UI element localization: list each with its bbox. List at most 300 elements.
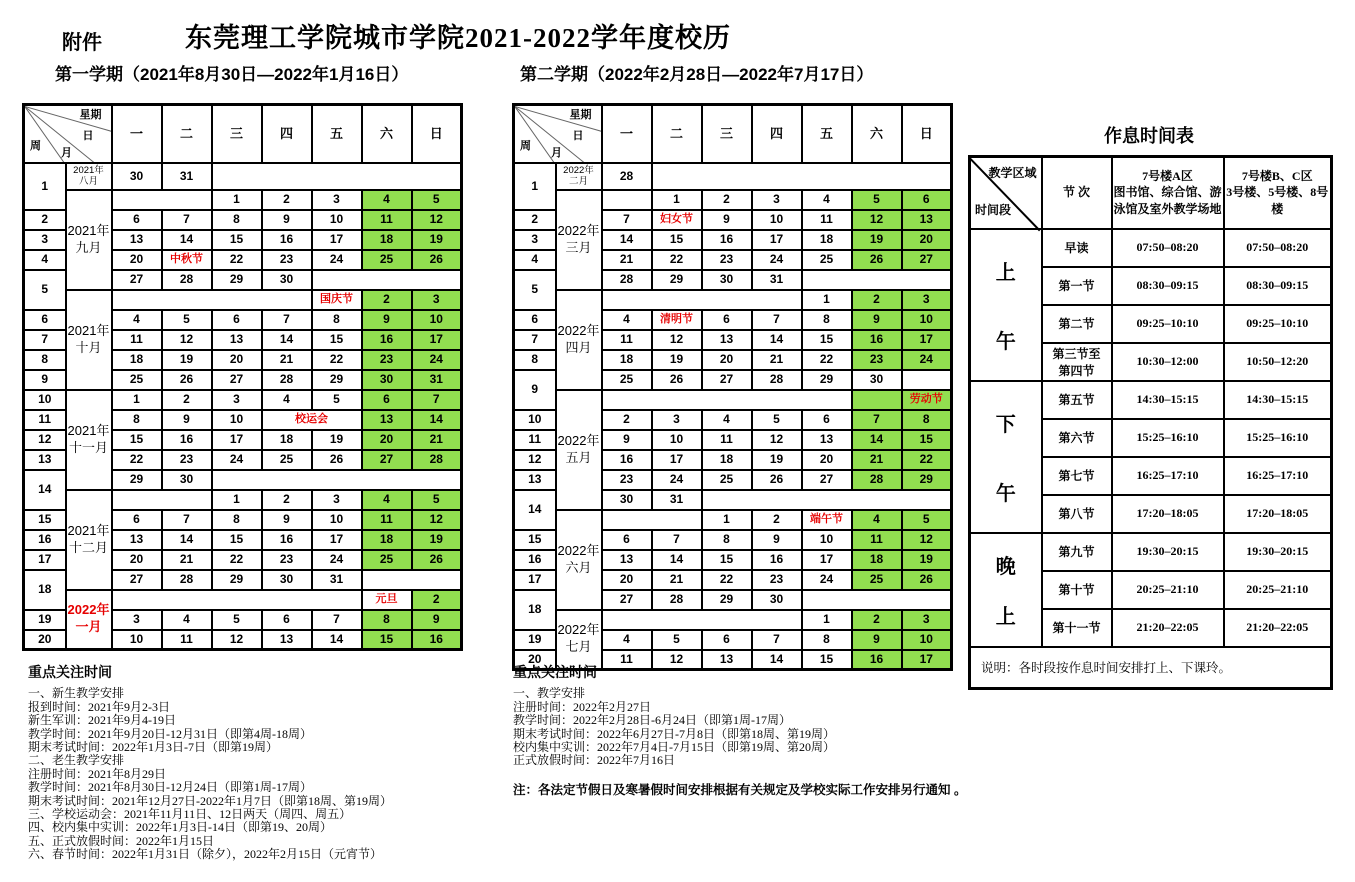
day-cell: 6 bbox=[702, 630, 752, 650]
week-number: 10 bbox=[514, 410, 556, 430]
holiday-cell: 中秋节 bbox=[162, 250, 212, 270]
day-cell: 11 bbox=[602, 650, 652, 670]
day-cell: 7 bbox=[162, 510, 212, 530]
day-cell: 23 bbox=[262, 550, 312, 570]
day-cell: 12 bbox=[212, 630, 262, 650]
day-cell: 6 bbox=[262, 610, 312, 630]
empty-cell bbox=[112, 290, 312, 310]
day-cell: 14 bbox=[162, 230, 212, 250]
day-cell: 25 bbox=[702, 470, 752, 490]
day-cell: 23 bbox=[362, 350, 412, 370]
weekday-header: 四 bbox=[262, 105, 312, 163]
note-line: 五、正式放假时间：2022年1月15日 bbox=[28, 833, 215, 848]
attachment-label: 附件 bbox=[62, 32, 102, 54]
day-cell: 16 bbox=[702, 230, 752, 250]
month-label bbox=[66, 290, 112, 390]
empty-cell bbox=[702, 490, 952, 510]
day-cell: 28 bbox=[602, 163, 652, 190]
time-of-day-group bbox=[970, 229, 1042, 381]
month-label bbox=[66, 590, 112, 650]
timetable-corner-diagonal bbox=[971, 158, 1041, 228]
day-cell: 5 bbox=[412, 190, 462, 210]
week-number: 14 bbox=[514, 490, 556, 530]
day-cell: 8 bbox=[802, 310, 852, 330]
time-of-day-group bbox=[970, 533, 1042, 647]
week-number: 3 bbox=[24, 230, 66, 250]
corner-label-time-period: 时间段 bbox=[975, 202, 1012, 217]
day-cell: 19 bbox=[902, 550, 952, 570]
day-cell: 27 bbox=[602, 590, 652, 610]
empty-cell bbox=[212, 163, 462, 190]
month-label-line: 2022年 bbox=[557, 222, 600, 238]
zone-a-time: 20:25–21:10 bbox=[1112, 571, 1224, 609]
week-number: 9 bbox=[514, 370, 556, 410]
week-number: 1 bbox=[24, 163, 66, 210]
day-cell: 14 bbox=[412, 410, 462, 430]
empty-cell bbox=[112, 490, 212, 510]
week-number: 9 bbox=[24, 370, 66, 390]
period-label bbox=[1042, 495, 1112, 533]
day-cell: 20 bbox=[112, 550, 162, 570]
day-cell: 10 bbox=[902, 310, 952, 330]
day-cell: 24 bbox=[752, 250, 802, 270]
day-cell: 8 bbox=[312, 310, 362, 330]
weekday-header: 一 bbox=[602, 105, 652, 163]
month-label-line: 四月 bbox=[565, 339, 592, 355]
day-cell: 4 bbox=[362, 490, 412, 510]
corner-label-day: 日 bbox=[82, 130, 94, 142]
day-cell: 14 bbox=[852, 430, 902, 450]
empty-cell bbox=[362, 570, 462, 590]
day-cell: 21 bbox=[652, 570, 702, 590]
day-cell: 6 bbox=[112, 510, 162, 530]
month-label-line: 2022年 bbox=[557, 542, 600, 558]
day-cell: 3 bbox=[412, 290, 462, 310]
notes-heading: 重点关注时间 bbox=[513, 664, 597, 680]
day-cell: 21 bbox=[602, 250, 652, 270]
day-cell: 11 bbox=[162, 630, 212, 650]
weekday-header: 六 bbox=[362, 105, 412, 163]
note-line: 二、老生教学安排 bbox=[28, 753, 125, 768]
day-cell: 6 bbox=[362, 390, 412, 410]
semester1-calendar-table bbox=[22, 103, 463, 651]
day-cell: 12 bbox=[752, 430, 802, 450]
day-cell: 11 bbox=[702, 430, 752, 450]
zone-b-time: 21:20–22:05 bbox=[1224, 609, 1332, 647]
zone-b-time: 10:50–12:20 bbox=[1224, 343, 1332, 381]
period-label bbox=[1042, 457, 1112, 495]
weekday-header: 五 bbox=[802, 105, 852, 163]
month-label bbox=[66, 190, 112, 290]
day-cell: 13 bbox=[602, 550, 652, 570]
calendar-corner-cell bbox=[24, 105, 112, 163]
day-cell: 16 bbox=[162, 430, 212, 450]
day-cell: 24 bbox=[412, 350, 462, 370]
week-number: 14 bbox=[24, 470, 66, 510]
semester2-title: 第二学期（2022年2月28日—2022年7月17日） bbox=[520, 65, 874, 84]
day-cell: 25 bbox=[112, 370, 162, 390]
day-cell: 6 bbox=[802, 410, 852, 430]
period-label bbox=[1042, 343, 1112, 381]
period-label-line: 第七节 bbox=[1058, 469, 1095, 483]
day-cell: 27 bbox=[802, 470, 852, 490]
day-cell: 11 bbox=[602, 330, 652, 350]
zone-a-time: 10:30–12:00 bbox=[1112, 343, 1224, 381]
day-cell: 26 bbox=[412, 250, 462, 270]
month-label-line: 2022年 bbox=[557, 432, 600, 448]
day-cell: 7 bbox=[312, 610, 362, 630]
day-cell: 3 bbox=[312, 490, 362, 510]
day-cell: 29 bbox=[212, 270, 262, 290]
day-cell: 10 bbox=[752, 210, 802, 230]
empty-cell bbox=[802, 270, 952, 290]
zone-b-time: 09:25–10:10 bbox=[1224, 305, 1332, 343]
week-number: 8 bbox=[514, 350, 556, 370]
day-cell: 21 bbox=[262, 350, 312, 370]
day-cell: 7 bbox=[602, 210, 652, 230]
day-cell: 15 bbox=[362, 630, 412, 650]
day-cell: 13 bbox=[902, 210, 952, 230]
day-cell: 8 bbox=[902, 410, 952, 430]
zone-b-time: 14:30–15:15 bbox=[1224, 381, 1332, 419]
day-cell: 2 bbox=[852, 290, 902, 310]
day-cell: 30 bbox=[702, 270, 752, 290]
week-number: 11 bbox=[24, 410, 66, 430]
day-cell: 15 bbox=[212, 530, 262, 550]
note-line: 校内集中实训：2022年7月4日-7月15日（即第19周、第20周） bbox=[513, 740, 835, 755]
day-cell: 2 bbox=[412, 590, 462, 610]
day-cell: 2 bbox=[162, 390, 212, 410]
day-cell: 23 bbox=[752, 570, 802, 590]
day-cell: 2 bbox=[262, 190, 312, 210]
day-cell: 27 bbox=[112, 570, 162, 590]
time-of-day-label bbox=[971, 540, 1041, 640]
month-label bbox=[66, 490, 112, 590]
note-line: 新生军训：2021年9月4-19日 bbox=[28, 713, 176, 728]
month-label-line: 2022年 bbox=[557, 622, 600, 638]
day-cell: 18 bbox=[262, 430, 312, 450]
day-cell: 26 bbox=[852, 250, 902, 270]
day-cell: 25 bbox=[802, 250, 852, 270]
day-cell: 19 bbox=[162, 350, 212, 370]
day-cell: 18 bbox=[362, 230, 412, 250]
corner-label-day: 日 bbox=[572, 130, 584, 142]
note-line: 报到时间：2021年9月2-3日 bbox=[28, 699, 170, 714]
empty-cell bbox=[112, 190, 212, 210]
day-cell: 16 bbox=[412, 630, 462, 650]
empty-cell bbox=[902, 370, 952, 390]
note-line: 正式放假时间：2022年7月16日 bbox=[513, 753, 676, 768]
week-number: 8 bbox=[24, 350, 66, 370]
day-cell: 27 bbox=[902, 250, 952, 270]
day-cell: 22 bbox=[112, 450, 162, 470]
day-cell: 11 bbox=[362, 210, 412, 230]
month-label bbox=[66, 163, 112, 190]
day-cell: 1 bbox=[112, 390, 162, 410]
note-line: 一、新生教学安排 bbox=[28, 686, 125, 701]
time-of-day-char: 上 bbox=[995, 261, 1016, 284]
day-cell: 4 bbox=[262, 390, 312, 410]
period-label bbox=[1042, 609, 1112, 647]
day-cell: 15 bbox=[212, 230, 262, 250]
day-cell: 29 bbox=[212, 570, 262, 590]
day-cell: 7 bbox=[752, 630, 802, 650]
day-cell: 31 bbox=[312, 570, 362, 590]
day-cell: 9 bbox=[852, 310, 902, 330]
day-cell: 26 bbox=[752, 470, 802, 490]
day-cell: 7 bbox=[752, 310, 802, 330]
period-label bbox=[1042, 305, 1112, 343]
day-cell: 25 bbox=[362, 250, 412, 270]
empty-cell bbox=[602, 390, 852, 410]
day-cell: 9 bbox=[362, 310, 412, 330]
day-cell: 16 bbox=[752, 550, 802, 570]
zone-a-time: 09:25–10:10 bbox=[1112, 305, 1224, 343]
day-cell: 29 bbox=[802, 370, 852, 390]
day-cell: 4 bbox=[702, 410, 752, 430]
empty-cell bbox=[802, 590, 952, 610]
day-cell: 19 bbox=[412, 530, 462, 550]
zone-a-time: 14:30–15:15 bbox=[1112, 381, 1224, 419]
day-cell: 13 bbox=[702, 330, 752, 350]
day-cell: 7 bbox=[162, 210, 212, 230]
day-cell: 2 bbox=[702, 190, 752, 210]
period-label-line: 第五节 bbox=[1058, 393, 1095, 407]
day-cell: 10 bbox=[212, 410, 262, 430]
day-cell: 21 bbox=[162, 550, 212, 570]
day-cell: 30 bbox=[262, 570, 312, 590]
period-label-line: 第三节至 bbox=[1052, 346, 1101, 361]
day-cell: 14 bbox=[752, 330, 802, 350]
day-cell: 15 bbox=[652, 230, 702, 250]
note-line: 一、教学安排 bbox=[513, 686, 586, 701]
day-cell: 25 bbox=[362, 550, 412, 570]
day-cell: 18 bbox=[852, 550, 902, 570]
day-cell: 1 bbox=[702, 510, 752, 530]
day-cell: 15 bbox=[802, 650, 852, 670]
month-label-line: 2022年 bbox=[67, 602, 110, 618]
day-cell: 5 bbox=[652, 630, 702, 650]
day-cell: 3 bbox=[652, 410, 702, 430]
day-cell: 7 bbox=[262, 310, 312, 330]
corner-label-weekday: 星期 bbox=[79, 109, 102, 121]
day-cell: 17 bbox=[752, 230, 802, 250]
day-cell: 28 bbox=[262, 370, 312, 390]
day-cell: 2 bbox=[262, 490, 312, 510]
day-cell: 28 bbox=[162, 570, 212, 590]
day-cell: 16 bbox=[262, 230, 312, 250]
zone-b-time: 08:30–09:15 bbox=[1224, 267, 1332, 305]
weekday-header: 四 bbox=[752, 105, 802, 163]
day-cell: 28 bbox=[162, 270, 212, 290]
day-cell: 2 bbox=[602, 410, 652, 430]
day-cell: 15 bbox=[312, 330, 362, 350]
weekday-header: 二 bbox=[652, 105, 702, 163]
empty-cell bbox=[652, 163, 952, 190]
day-cell: 10 bbox=[652, 430, 702, 450]
week-number: 13 bbox=[24, 450, 66, 470]
month-label bbox=[556, 390, 602, 510]
week-number: 13 bbox=[514, 470, 556, 490]
daily-timetable-table bbox=[968, 155, 1333, 690]
day-cell: 17 bbox=[902, 650, 952, 670]
weekday-header: 三 bbox=[702, 105, 752, 163]
week-number: 6 bbox=[514, 310, 556, 330]
zone-a-time: 21:20–22:05 bbox=[1112, 609, 1224, 647]
zone-b-header bbox=[1224, 157, 1332, 229]
semester1-key-dates-notes bbox=[28, 666, 508, 862]
day-cell: 18 bbox=[702, 450, 752, 470]
day-cell: 31 bbox=[752, 270, 802, 290]
day-cell: 19 bbox=[752, 450, 802, 470]
holiday-cell: 清明节 bbox=[652, 310, 702, 330]
month-label-line: 2021年 bbox=[67, 422, 110, 438]
holiday-cell: 妇女节 bbox=[652, 210, 702, 230]
week-number: 4 bbox=[24, 250, 66, 270]
day-cell: 30 bbox=[602, 490, 652, 510]
note-line: 期末考试时间：2022年6月27日-7月8日（即第18周、第19周） bbox=[513, 726, 835, 741]
day-cell: 3 bbox=[752, 190, 802, 210]
day-cell: 17 bbox=[902, 330, 952, 350]
day-cell: 4 bbox=[362, 190, 412, 210]
period-label bbox=[1042, 229, 1112, 267]
period-label-line: 第四节 bbox=[1058, 363, 1095, 378]
day-cell: 23 bbox=[702, 250, 752, 270]
week-number: 16 bbox=[514, 550, 556, 570]
note-line: 教学时间：2021年9月20日-12月31日（即第4周-18周） bbox=[28, 726, 312, 741]
corner-label-month: 月 bbox=[61, 146, 72, 159]
notes-heading: 重点关注时间 bbox=[28, 664, 112, 680]
month-label bbox=[556, 610, 602, 670]
day-cell: 4 bbox=[602, 310, 652, 330]
day-cell: 28 bbox=[602, 270, 652, 290]
period-label bbox=[1042, 381, 1112, 419]
month-label-line: 一月 bbox=[75, 619, 102, 635]
day-cell: 16 bbox=[602, 450, 652, 470]
day-cell: 1 bbox=[652, 190, 702, 210]
note-line: 六、春节时间：2022年1月31日（除夕），2022年2月15日（元宵节） bbox=[28, 847, 383, 862]
month-label-line: 2021年 bbox=[67, 222, 110, 238]
month-label-line: 2021年 bbox=[67, 522, 110, 538]
week-number: 20 bbox=[24, 630, 66, 650]
period-label-line: 第九节 bbox=[1058, 545, 1095, 559]
day-cell: 13 bbox=[212, 330, 262, 350]
day-cell: 19 bbox=[852, 230, 902, 250]
day-cell: 30 bbox=[362, 370, 412, 390]
zone-b-header-line: 3号楼、5号楼、8号楼 bbox=[1226, 185, 1329, 217]
day-cell: 3 bbox=[212, 390, 262, 410]
month-label-line: 2021年 bbox=[73, 164, 104, 176]
day-cell: 31 bbox=[412, 370, 462, 390]
page-title: 东莞理工学院城市学院2021-2022学年度校历 bbox=[185, 23, 731, 53]
zone-a-header-line: 图书馆、综合馆、游 bbox=[1113, 185, 1222, 200]
day-cell: 10 bbox=[312, 510, 362, 530]
day-cell: 6 bbox=[902, 190, 952, 210]
day-cell: 8 bbox=[212, 210, 262, 230]
day-cell: 29 bbox=[652, 270, 702, 290]
month-label-line: 二月 bbox=[568, 176, 588, 187]
day-cell: 2 bbox=[752, 510, 802, 530]
time-of-day-label bbox=[971, 388, 1041, 526]
empty-cell bbox=[112, 590, 362, 610]
day-cell: 12 bbox=[852, 210, 902, 230]
day-cell: 8 bbox=[112, 410, 162, 430]
day-cell: 1 bbox=[212, 490, 262, 510]
day-cell: 14 bbox=[652, 550, 702, 570]
empty-cell bbox=[312, 270, 462, 290]
day-cell: 12 bbox=[652, 330, 702, 350]
week-number: 12 bbox=[514, 450, 556, 470]
timetable-note: 说明：各时段按作息时间安排打上、下课玲。 bbox=[970, 647, 1332, 689]
day-cell: 5 bbox=[212, 610, 262, 630]
day-cell: 8 bbox=[212, 510, 262, 530]
day-cell: 10 bbox=[412, 310, 462, 330]
zone-a-time: 16:25–17:10 bbox=[1112, 457, 1224, 495]
day-cell: 26 bbox=[162, 370, 212, 390]
period-label bbox=[1042, 533, 1112, 571]
weekday-header: 日 bbox=[412, 105, 462, 163]
week-number: 12 bbox=[24, 430, 66, 450]
day-cell: 13 bbox=[362, 410, 412, 430]
day-cell: 4 bbox=[112, 310, 162, 330]
day-cell: 1 bbox=[212, 190, 262, 210]
day-cell: 13 bbox=[112, 230, 162, 250]
day-cell: 26 bbox=[312, 450, 362, 470]
zone-b-time: 17:20–18:05 bbox=[1224, 495, 1332, 533]
note-line: 教学时间：2022年2月28日-6月24日（即第1周-17周） bbox=[513, 713, 791, 728]
corner-label-teaching-zone: 教学区域 bbox=[988, 166, 1037, 180]
day-cell: 1 bbox=[802, 290, 852, 310]
day-cell: 17 bbox=[412, 330, 462, 350]
statutory-holiday-note: 注：各法定节假日及寒暑假时间安排根据有关规定及学校实际工作安排另行通知 。 bbox=[513, 782, 967, 797]
day-cell: 20 bbox=[112, 250, 162, 270]
day-cell: 22 bbox=[652, 250, 702, 270]
day-cell: 17 bbox=[212, 430, 262, 450]
week-number: 17 bbox=[514, 570, 556, 590]
month-label-line: 六月 bbox=[565, 559, 592, 575]
day-cell: 19 bbox=[312, 430, 362, 450]
day-cell: 6 bbox=[212, 310, 262, 330]
day-cell: 10 bbox=[312, 210, 362, 230]
day-cell: 30 bbox=[852, 370, 902, 390]
day-cell: 3 bbox=[112, 610, 162, 630]
day-cell: 16 bbox=[362, 330, 412, 350]
calendar-corner-cell bbox=[514, 105, 602, 163]
day-cell: 28 bbox=[852, 470, 902, 490]
week-number: 6 bbox=[24, 310, 66, 330]
day-cell: 30 bbox=[262, 270, 312, 290]
day-cell: 5 bbox=[412, 490, 462, 510]
zone-b-time: 15:25–16:10 bbox=[1224, 419, 1332, 457]
weekday-header: 日 bbox=[902, 105, 952, 163]
holiday-cell: 劳动节 bbox=[902, 390, 952, 410]
day-cell: 14 bbox=[312, 630, 362, 650]
day-cell: 10 bbox=[802, 530, 852, 550]
time-of-day-char: 午 bbox=[995, 330, 1016, 353]
period-label-line: 第六节 bbox=[1058, 431, 1095, 445]
holiday-cell: 国庆节 bbox=[312, 290, 362, 310]
week-number: 5 bbox=[514, 270, 556, 310]
day-cell: 25 bbox=[262, 450, 312, 470]
day-cell: 14 bbox=[752, 650, 802, 670]
month-label-line: 2021年 bbox=[67, 322, 110, 338]
day-cell: 22 bbox=[212, 250, 262, 270]
zone-a-time: 08:30–09:15 bbox=[1112, 267, 1224, 305]
day-cell: 17 bbox=[312, 230, 362, 250]
week-number: 2 bbox=[24, 210, 66, 230]
empty-cell bbox=[602, 510, 702, 530]
month-label-line: 九月 bbox=[75, 239, 102, 255]
